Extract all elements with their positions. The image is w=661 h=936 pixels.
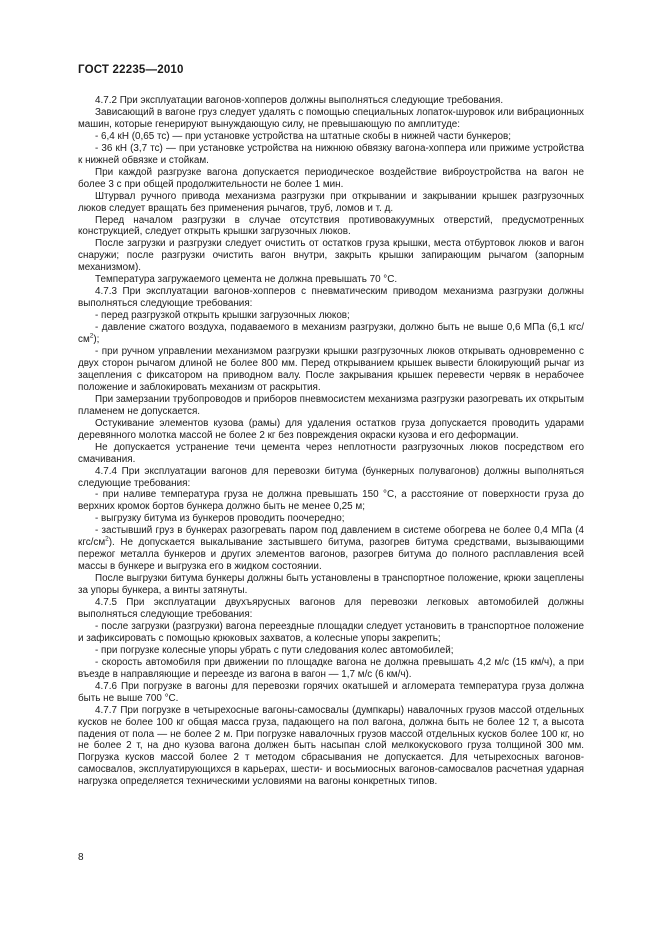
paragraph-4-7-6: 4.7.6 При погрузке в вагоны для перевозки горячих окатышей и агломерата температура груза должна быть не выше 700 °С. [78,680,584,704]
list-item: - 36 кН (3,7 тс) — при установке устройства на нижнюю обвязку вагона-хоппера или прижиме устройства к нижней обвязке и стойкам. [78,142,584,166]
paragraph: После загрузки и разгрузки следует очистить от остатков груза крышки, места отбуртовок люков и вагон снаружи; после разгрузки очистить вагон внутри, закрыть крышки запирающим рычагом (запорным механизмом). [78,238,584,274]
text-run: - застывший груз в бункерах разогревать паром под давлением в системе обогрева не более 0,4 МПа (4 кгс/см [78,525,584,549]
paragraph: Остукивание элементов кузова (рамы) для удаления остатков груза допускается проводить ударами деревянного молотка массой не более 2 кг без повреждения окраски кузова и его деформации. [78,417,584,441]
list-item: - при погрузке колесные упоры убрать с пути следования колес автомобилей; [95,644,454,656]
paragraph-4-7-3: 4.7.3 При эксплуатации вагонов-хопперов с пневматическим приводом механизма разгрузки должны выполняться следующие требования: [78,286,584,310]
paragraph: Не допускается устранение течи цемента через неплотности разгрузочных люков посредством его смачивания. [78,441,584,465]
paragraph: После выгрузки битума бункеры должны быть установлены в транспортное положение, крюки зацеплены за упоры бункера, а винты затянуты. [78,573,584,597]
paragraph-4-7-7: 4.7.7 При погрузке в четырехосные вагоны-самосвалы (думпкары) навалочных грузов массой отдельных кусков не более 100 кг общая масса груза, падающего на пол вагона, должна быть не более 12 т, а высота падения от пола — не более 2 м. При погрузке навалочных грузов массой отдельных кусков более 100 кг, но не более 2 т, на дно кузова вагона должен быть насыпан слой мелкокускового груза толщиной 300 мм. Погрузка кусков массой более 2 т методом сбрасывания не допускается. Для четырехосных вагонов-самосвалов, эксплуатирующихся в карьерах, шести- и восьмиосных вагонов-самосвалов расчетная ударная нагрузка определяется техническими условиями на вагоны конкретных типов. [78,704,584,788]
list-item [78,525,584,573]
list-item: - скорость автомобиля при движении по площадке вагона не должна превышать 4,2 м/с (15 км/ч), а при въезде в направляющие и переезде из вагона в вагон — 1,7 м/с (6 км/ч). [78,656,584,680]
paragraph: При каждой разгрузке вагона допускается периодическое воздействие виброустройства на вагон не более 3 с при общей продолжительности не более 1 мин. [78,166,584,190]
list-item: - после загрузки (разгрузки) вагона переездные площадки следует установить в транспортное положение и зафиксировать с помощью крюковых захватов, а колесные упоры закрепить; [78,620,584,644]
list-item: - при ручном управлении механизмом разгрузки крышки разгрузочных люков открывать одновременно с двух сторон рычагом длиной не более 800 мм. Перед открыванием крышек вывести блокирующий рычаг из зацепления с фиксатором на приводном валу. После закрывания крышек перевести червяк в нерабочее положение и заблокировать механизм от раскрытия. [78,346,584,393]
paragraph: Температура загружаемого цемента не должна превышать 70 °С. [95,274,398,286]
text-run: - давление сжатого воздуха, подаваемого в механизм разгрузки, должно быть не выше 0,6 МПа (6,1 кгс/см [78,322,584,346]
list-item: - 6,4 кН (0,65 тс) — при установке устройства на штатные скобы в нижней части бункеров; [95,130,512,142]
superscript: 2 [105,535,109,543]
list-item: - перед разгрузкой открыть крышки загрузочных люков; [95,310,350,322]
text-run: ). Не допускается выкалывание застывшего битума, разогрев битума средствами, вызывающими пережог металла бункеров и других элементов вагонов, разогрев битума до полного расплавления всей массы в бункере и выгрузка его в жидком состоянии. [78,537,584,573]
page-header-standard-title: ГОСТ 22235—2010 [78,64,184,76]
paragraph-4-7-4: 4.7.4 При эксплуатации вагонов для перевозки битума (бункерных полувагонов) должны выполняться следующие требования: [78,465,584,489]
superscript: 2 [89,332,94,340]
paragraph: При замерзании трубопроводов и приборов пневмосистем механизма разгрузки разогревать их открытым пламенем не допускается. [78,393,584,417]
list-item [78,322,584,346]
list-item: - при наливе температура груза не должна превышать 150 °С, а расстояние от поверхности груза до верхних кромок бортов бункера должно быть не менее 0,25 м; [78,489,584,513]
paragraph: Зависающий в вагоне груз следует удалять с помощью специальных лопаток-шуровок или вибрационных машин, которые генерируют вынуждающую силу, не превышающую по амплитуде: [78,106,584,130]
page-number: 8 [78,852,84,863]
paragraph: Штурвал ручного привода механизма разгрузки при открывании и закрывании крышек разгрузочных люков следует вращать без применения рычагов, труб, ломов и т. д. [78,190,584,214]
document-body [78,95,584,788]
paragraph-4-7-5: 4.7.5 При эксплуатации двухъярусных вагонов для перевозки легковых автомобилей должны выполняться следующие требования: [78,597,584,620]
paragraph-4-7-2: 4.7.2 При эксплуатации вагонов-хопперов должны выполняться следующие требования. [95,95,504,106]
list-item: - выгрузку битума из бункеров проводить поочередно; [95,513,345,525]
paragraph: Перед началом разгрузки в случае отсутствия противовакуумных отверстий, предусмотренных конструкцией, следует открыть крышки загрузочных люков. [78,214,584,238]
text-run: ); [93,334,100,346]
